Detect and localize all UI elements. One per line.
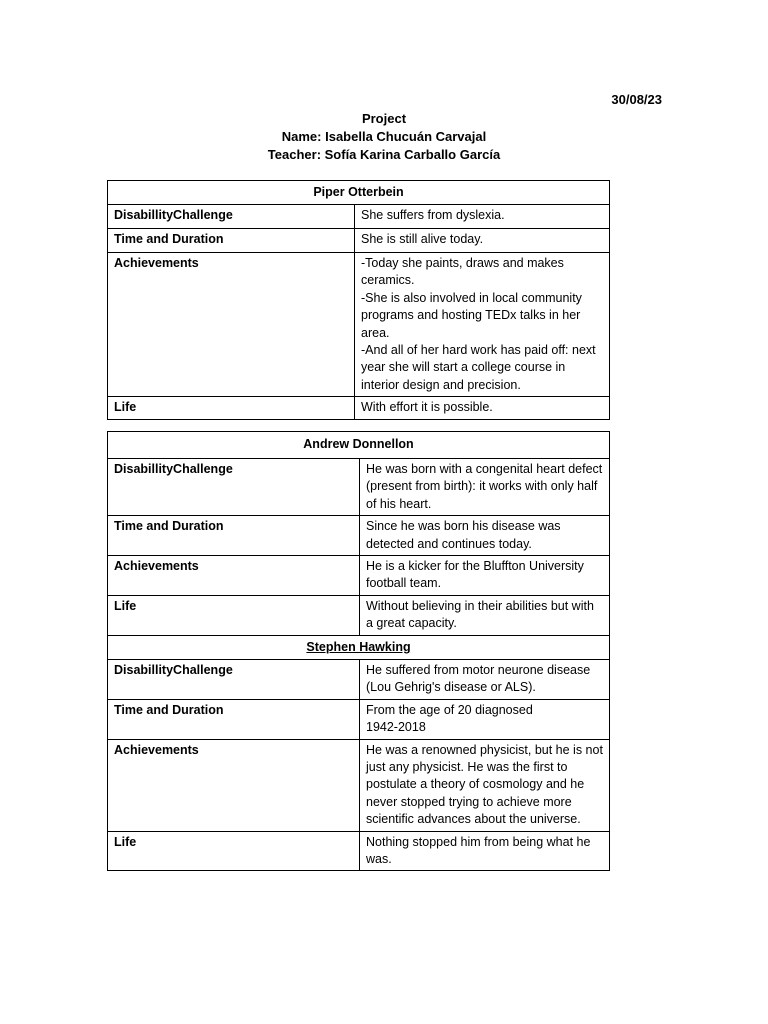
table-row bbox=[108, 253, 610, 397]
row-value: He suffered from motor neurone disease (Lou Gehrig's disease or ALS). bbox=[360, 660, 610, 700]
row-value: She suffers from dyslexia. bbox=[355, 205, 610, 229]
row-label: Time and Duration bbox=[108, 699, 360, 739]
row-value bbox=[355, 253, 610, 397]
row-label: Time and Duration bbox=[108, 516, 360, 556]
person-name: Stephen Hawking bbox=[306, 639, 411, 654]
table-row bbox=[108, 660, 610, 700]
document-header bbox=[0, 110, 768, 164]
row-value: He was born with a congenital heart defect (present from birth): it works with only half of his heart. bbox=[360, 459, 610, 516]
lifespan-line: 1942-2018 bbox=[366, 720, 426, 735]
table-row bbox=[108, 739, 610, 831]
row-label: Life bbox=[108, 831, 360, 871]
row-value: She is still alive today. bbox=[355, 229, 610, 253]
row-label: Life bbox=[108, 595, 360, 635]
person-name: Andrew Donnellon bbox=[108, 432, 610, 459]
table-row bbox=[108, 229, 610, 253]
table-header-row bbox=[108, 432, 610, 459]
table-stephen-hawking bbox=[107, 635, 610, 871]
row-label: Time and Duration bbox=[108, 229, 355, 253]
row-label: Life bbox=[108, 397, 355, 419]
teacher-name: Teacher: Sofía Karina Carballo García bbox=[267, 147, 501, 162]
row-label: DisabillityChallenge bbox=[108, 459, 360, 516]
table-row bbox=[108, 699, 610, 739]
table-row bbox=[108, 459, 610, 516]
table-piper-otterbein bbox=[107, 180, 610, 420]
document-date: 30/08/23 bbox=[611, 92, 662, 107]
row-value: With effort it is possible. bbox=[355, 397, 610, 419]
table-header-row bbox=[108, 636, 610, 660]
student-name: Name: Isabella Chucuán Carvajal bbox=[281, 129, 487, 144]
table-row bbox=[108, 831, 610, 871]
table-row bbox=[108, 595, 610, 635]
achievement-line: -And all of her hard work has paid off: next year she will start a college course in interior design and precision. bbox=[361, 343, 596, 392]
achievement-line: -Today she paints, draws and makes ceramics. bbox=[361, 256, 564, 288]
row-label: Achievements bbox=[108, 556, 360, 596]
row-label: Achievements bbox=[108, 253, 355, 397]
table-row bbox=[108, 516, 610, 556]
table-header-row bbox=[108, 181, 610, 205]
row-value: Since he was born his disease was detected and continues today. bbox=[360, 516, 610, 556]
document-title: Project bbox=[361, 111, 407, 126]
row-value: Without believing in their abilities but with a great capacity. bbox=[360, 595, 610, 635]
table-row bbox=[108, 205, 610, 229]
row-label: DisabillityChallenge bbox=[108, 205, 355, 229]
table-row bbox=[108, 397, 610, 419]
table-row bbox=[108, 556, 610, 596]
row-label: Achievements bbox=[108, 739, 360, 831]
row-value: Nothing stopped him from being what he was. bbox=[360, 831, 610, 871]
diagnosis-line: From the age of 20 diagnosed bbox=[366, 702, 533, 717]
row-value: He was a renowned physicist, but he is not just any physicist. He was the first to postulate a theory of cosmology and he never stopped trying to achieve more scientific advances about the universe. bbox=[360, 739, 610, 831]
achievement-line: -She is also involved in local community programs and hosting TEDx talks in her area. bbox=[361, 290, 582, 340]
row-value: He is a kicker for the Bluffton University football team. bbox=[360, 556, 610, 596]
person-name: Piper Otterbein bbox=[108, 181, 610, 205]
row-label: DisabillityChallenge bbox=[108, 660, 360, 700]
row-value bbox=[360, 699, 610, 739]
table-andrew-donnellon bbox=[107, 431, 610, 636]
